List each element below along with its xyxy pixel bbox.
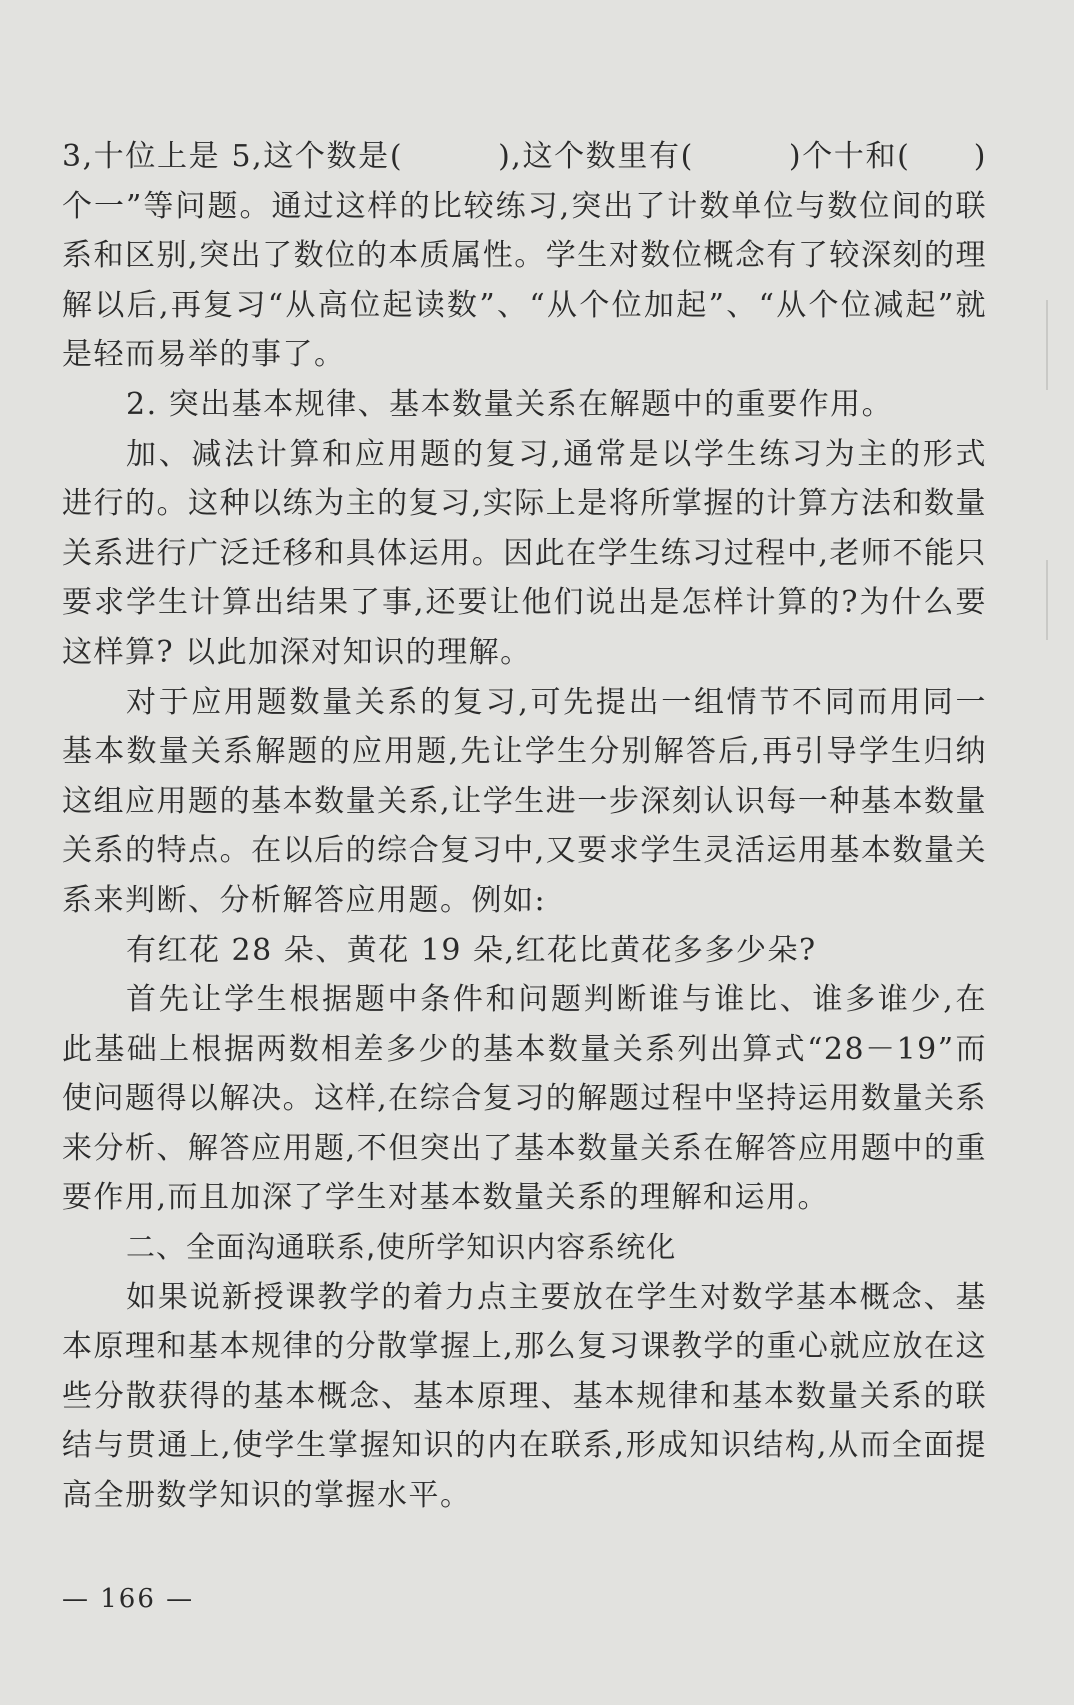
paragraph: 首先让学生根据题中条件和问题判断谁与谁比、谁多谁少,在此基础上根据两数相差多少的基本数量关系列出算式“28－19”而使问题得以解决。这样,在综合复习的解题过程中坚持运用数量关系来分析、解答应用题,不但突出了基本数量关系在解答应用题中的重要作用,而且加深了学生对基本数量关系的理解和运用。 xyxy=(62,982,987,1216)
paragraph: 有红花 28 朵、黄花 19 朵,红花比黄花多多少朵? xyxy=(126,932,817,968)
paragraph: 如果说新授课教学的着力点主要放在学生对数学基本概念、基本原理和基本规律的分散掌握上,那么复习课教学的重心就应放在这些分散获得的基本概念、基本原理、基本规律和基本数量关系的联结与贯通上,使学生掌握知识的内在联系,形成知识结构,从而全面提高全册数学知识的掌握水平。 xyxy=(62,1279,987,1514)
body-text xyxy=(62,132,987,1521)
page-edge xyxy=(1074,0,1080,1705)
paragraph: 加、减法计算和应用题的复习,通常是以学生练习为主的形式进行的。这种以练为主的复习,实际上是将所掌握的计算方法和数量关系进行广泛迁移和具体运用。因此在学生练习过程中,老师不能只要求学生计算出结果了事,还要让他们说出是怎样计算的?为什么要这样算? 以此加深对知识的理解。 xyxy=(62,436,987,670)
bleed-through-line xyxy=(1046,560,1048,640)
paragraph: 3,十位上是 5,这个数是( ),这个数里有( )个十和( )个一”等问题。通过这样的比较练习,突出了计数单位与数位间的联系和区别,突出了数位的本质属性。学生对数位概念有了较深刻的理解以后,再复习“从高位起读数”、“从个位加起”、“从个位减起”就是轻而易举的事了。 xyxy=(62,139,987,373)
page-number: — 166 — xyxy=(62,1584,195,1614)
bleed-through-line xyxy=(1046,300,1048,390)
section-heading: 二、全面沟通联系,使所学知识内容系统化 xyxy=(126,1230,677,1265)
paragraph: 2. 突出基本规律、基本数量关系在解题中的重要作用。 xyxy=(126,386,894,422)
paragraph: 对于应用题数量关系的复习,可先提出一组情节不同而用同一基本数量关系解题的应用题,先让学生分别解答后,再引导学生归纳这组应用题的基本数量关系,让学生进一步深刻认识每一种基本数量关系的特点。在以后的综合复习中,又要求学生灵活运用基本数量关系来判断、分析解答应用题。例如: xyxy=(62,684,987,918)
